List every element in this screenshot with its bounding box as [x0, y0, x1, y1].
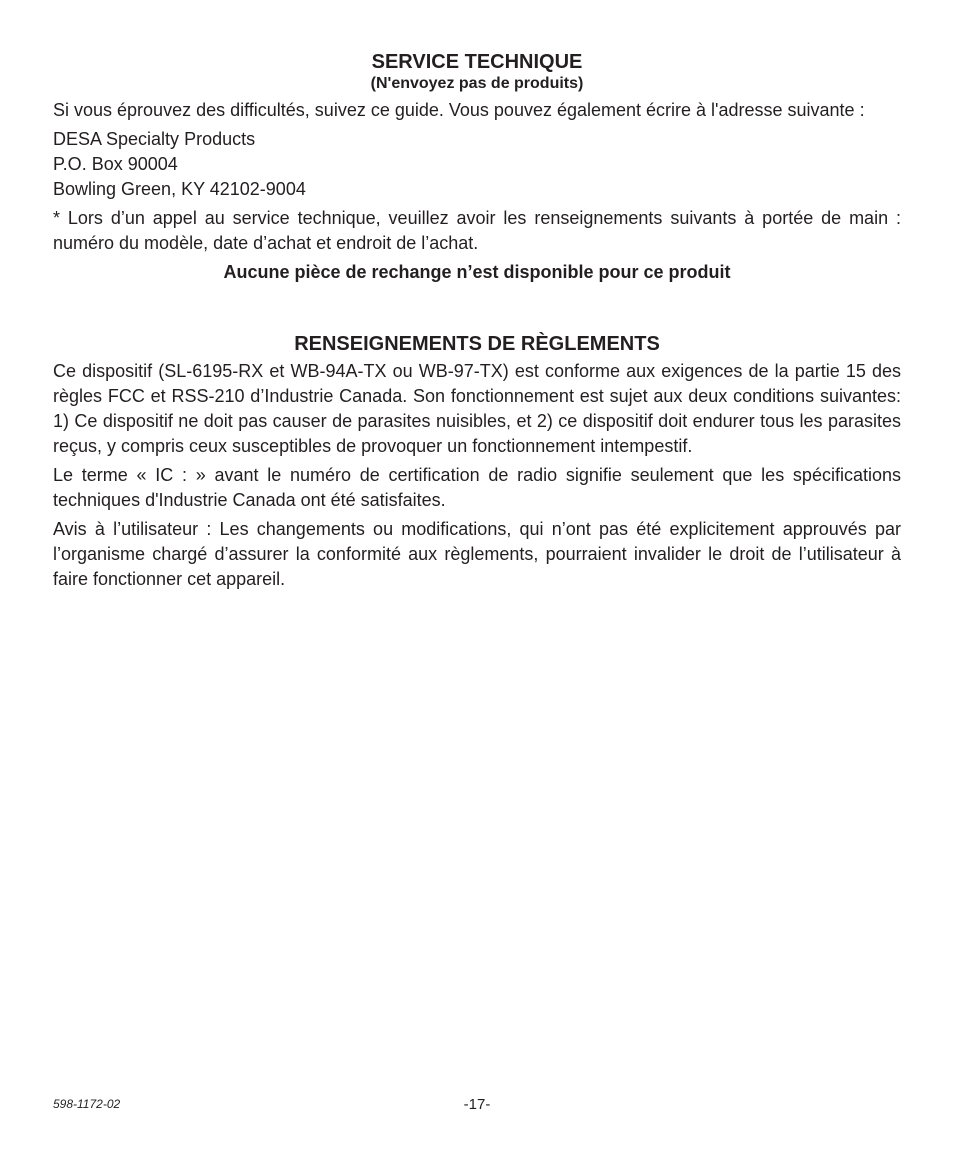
service-note: * Lors d’un appel au service technique, veuillez avoir les renseignements suivants à portée de main : numéro du modèle, date d’achat et endroit de l’achat.	[53, 208, 901, 253]
service-intro: Si vous éprouvez des difficultés, suivez ce guide. Vous pouvez également écrire à l'adresse suivante :	[53, 100, 865, 120]
address-line-1: DESA Specialty Products	[53, 129, 256, 149]
service-subtitle: (N'envoyez pas de produits)	[370, 75, 584, 92]
regulations-paragraph-2: Le terme « IC : » avant le numéro de certification de radio signifie seulement que les spécifications techniques d'Industrie Canada ont été satisfaites.	[53, 465, 901, 510]
regulations-title: RENSEIGNEMENTS DE RÈGLEMENTS	[294, 333, 660, 355]
page-number: -17-	[463, 1096, 491, 1113]
address-line-2: P.O. Box 90004	[53, 154, 178, 174]
regulations-paragraph-3: Avis à l’utilisateur : Les changements ou modifications, qui n’ont pas été explicitement approuvés par l’organisme chargé d’assurer la conformité aux règlements, pourraient invalider le droit de l’utilisateur à faire fonctionner cet appareil.	[53, 519, 901, 589]
parts-notice: Aucune pièce de rechange n’est disponible pour ce produit	[223, 262, 731, 282]
document-code: 598-1172-02	[53, 1097, 121, 1111]
regulations-paragraph-1: Ce dispositif (SL-6195-RX et WB-94A-TX ou WB-97-TX) est conforme aux exigences de la partie 15 des règles FCC et RSS-210 d’Industrie Canada. Son fonctionnement est sujet aux deux conditions suivantes: 1) Ce dispositif ne doit pas causer de parasites nuisibles, et 2) ce dispositif doit endurer tous les parasites reçus, y compris ceux susceptibles de provoquer un fonctionnement intempestif.	[53, 361, 901, 456]
page-content	[53, 50, 901, 596]
address-line-3: Bowling Green, KY 42102-9004	[53, 179, 306, 199]
service-title: SERVICE TECHNIQUE	[371, 51, 583, 73]
mailing-address	[53, 127, 901, 202]
